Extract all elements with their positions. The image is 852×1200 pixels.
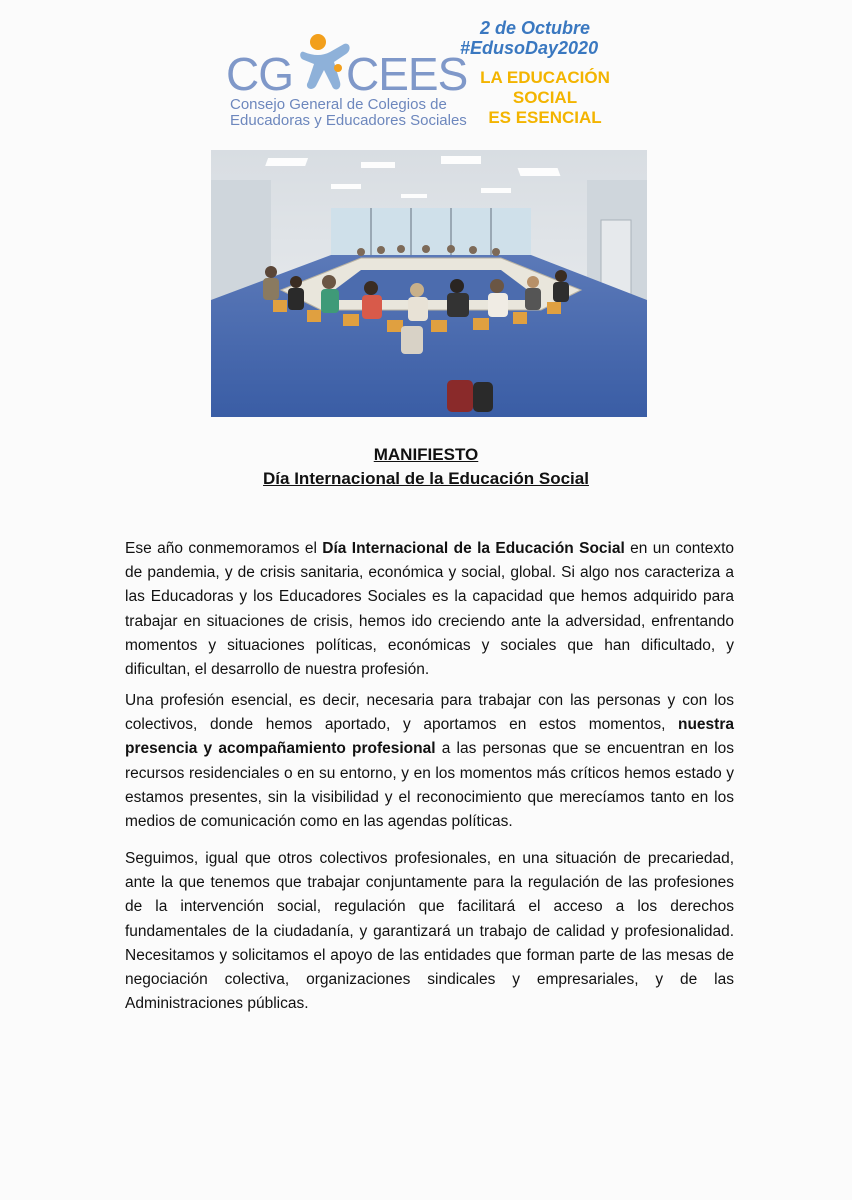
meeting-room-illustration: [211, 150, 647, 417]
paragraph-1: [125, 537, 734, 682]
paragraph-2-text-a: Una profesión esencial, es decir, necesaria para trabajar con las personas y con los colectivos, donde hemos aportado, y aportamos en estos momentos,: [125, 692, 734, 734]
paragraph-1-text-c: en un contexto de pandemia, y de crisis sanitaria, económica y social, global. Si algo nos caracteriza a las Educadoras y los Educadores Sociales es la capacidad que hemos adquirido para trabajar en situaciones de crisis, hemos ido creciendo ante la adversidad, enfrentando momentos y situaciones políticas, económicas y sociales que han dificultado, y dificultan, el desarrollo de nuestra profesión.: [125, 540, 735, 679]
paragraph-2-bold: nuestra presencia y acompañamiento profesional: [125, 716, 734, 758]
slogan-line-2: SOCIAL: [512, 88, 578, 107]
logo-text-cg: CG: [226, 48, 293, 100]
paragraph-3: Seguimos, igual que otros colectivos profesionales, en una situación de precariedad, ante la que tenemos que trabajar conjuntamente para la regulación de las profesiones de la intervención social, regulación que facilitará el acceso a los derechos fundamentales de la ciudadanía, y garantizará un trabajo de calidad y profesionalidad. Necesitamos y solicitamos el apoyo de las entidades que forman parte de las mesas de negociación colectiva, organizaciones sindicales y empresariales, y de las Administraciones públicas.: [125, 850, 734, 1013]
paragraph-2-text-c: a las personas que se encuentran en los recursos residenciales o en su entorno, y en los momentos más críticos hemos estado y estamos presentes, sin la visibilidad y el reconocimiento que merecíamos tanto en los medios de comunicación como en las agendas políticas.: [125, 740, 734, 831]
paragraph-1-text-a: Ese año conmemoramos el: [125, 540, 323, 557]
stylized-person-icon: [300, 30, 352, 100]
logo-text-cees: CEES: [346, 48, 468, 100]
logo-subtitle-line2: Educadoras y Educadores Sociales: [230, 112, 467, 129]
manifesto-subtitle: Día Internacional de la Educación Social: [263, 469, 589, 488]
logo-wordmark: [226, 47, 468, 101]
slogan-line-3: ES ESENCIAL: [488, 108, 602, 127]
logo-subtitle-line1: Consejo General de Colegios de: [230, 96, 447, 113]
slogan-line-1: LA EDUCACIÓN: [480, 68, 610, 87]
paragraph-2: [125, 689, 734, 834]
event-slogan: [470, 68, 620, 128]
event-date: 2 de Octubre: [480, 18, 591, 38]
cgcees-logo: [226, 30, 468, 130]
paragraph-1-bold: Día Internacional de la Educación Social: [322, 540, 625, 557]
meeting-room-photo: [211, 150, 647, 417]
event-hashtag: #EdusoDay2020: [460, 38, 599, 58]
manifesto-title: MANIFIESTO: [373, 445, 479, 464]
